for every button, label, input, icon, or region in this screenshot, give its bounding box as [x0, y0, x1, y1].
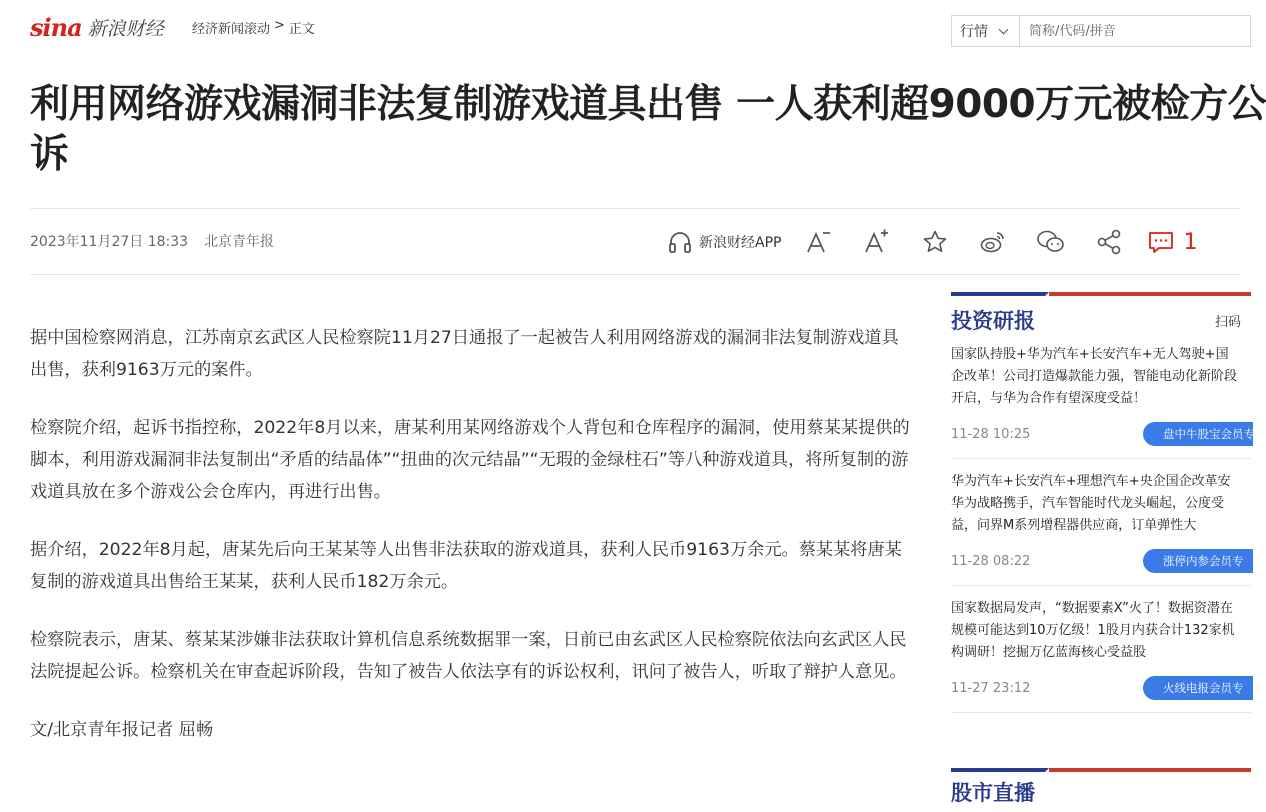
search-input[interactable] [1020, 16, 1240, 46]
share-wechat-button[interactable] [1035, 225, 1067, 259]
sina-logo-text: sina [30, 12, 82, 42]
share-weibo-button[interactable] [977, 225, 1009, 259]
comment-count: 1 [1183, 229, 1198, 255]
scan-code-link[interactable]: 扫码 [1214, 314, 1241, 330]
chevron-down-icon [999, 24, 1009, 34]
brand-name: 新浪财经 [87, 17, 164, 40]
article-paragraph: 检察院介绍，起诉书指控称，2022年8月以来，唐某利用某网络游戏个人背包和仓库程序的漏洞，使用蔡某某提供的脚本，利用游戏漏洞非法复制出“矛盾的结晶体”“扭曲的次元结晶”“无瑕的金绿柱石”等八种游戏道具，将所复制的游戏道具放在多个游戏公会仓库内，再进行出售。 [30, 418, 910, 502]
research-item[interactable] [951, 598, 1251, 713]
article-toolbar [667, 225, 1197, 259]
article-body [30, 322, 910, 772]
sidebar-title: 股市直播 [951, 781, 1035, 805]
quote-search [951, 15, 1251, 47]
article-paragraph: 检察院表示，唐某、蔡某某涉嫌非法获取计算机信息系统数据罪一案，日前已由玄武区人民检察院依法向玄武区人民法院提起公诉。检察机关在审查起诉阶段，告知了被告人依法享有的诉讼权利，讯问了被告人，听取了辩护人意见。 [30, 630, 907, 682]
font-increase-icon [863, 228, 891, 256]
app-label: 新浪财经APP [699, 235, 782, 251]
favorite-button[interactable] [919, 225, 951, 259]
sidebar-research [951, 292, 1255, 725]
font-decrease-icon [805, 228, 833, 256]
app-download-link[interactable] [667, 225, 781, 259]
sidebar-header [951, 772, 1251, 812]
member-tag-button[interactable]: 涨停内参会员专 [1143, 549, 1253, 573]
headphones-icon [667, 229, 693, 255]
research-item[interactable] [951, 344, 1255, 459]
research-text[interactable]: 华为汽车+长安汽车+理想汽车+央企国企改革安华为战略携手，汽车智能时代龙头崛起，公度受益，问界M系列增程器供应商，订单弹性大 [951, 474, 1231, 533]
divider [30, 208, 1240, 209]
research-time: 11-28 08:22 [951, 553, 1031, 569]
share-button[interactable] [1093, 225, 1125, 259]
top-header [0, 0, 1240, 56]
publish-date: 2023年11月27日 18:33 [30, 234, 189, 250]
section-bar [951, 292, 1251, 296]
divider [30, 274, 1240, 275]
article-byline: 文/北京青年报记者 屈畅 [30, 720, 214, 740]
sidebar-live [951, 768, 1251, 812]
research-time: 11-28 10:25 [951, 426, 1031, 442]
research-item[interactable] [951, 471, 1251, 586]
article-meta [30, 231, 274, 251]
sina-finance-logo[interactable] [30, 10, 164, 44]
breadcrumb-link-news[interactable]: 经济新闻滚动 [192, 22, 271, 37]
article-title-line-1: 利用网络游戏漏洞非法复制游戏道具出售 一人获利超9000万元被检方公 [30, 82, 1266, 127]
article-source[interactable]: 北京青年报 [204, 234, 275, 250]
breadcrumb-current: 正文 [288, 22, 315, 37]
share-icon [1095, 228, 1123, 256]
font-decrease-button[interactable] [803, 225, 835, 259]
breadcrumb-separator: > [274, 18, 285, 33]
article-title-line-2: 诉 [30, 132, 69, 177]
breadcrumb [192, 18, 315, 37]
search-type-value: 行情 [960, 24, 988, 40]
wechat-icon [1036, 229, 1066, 255]
sidebar-header [951, 296, 1251, 344]
comment-icon [1147, 228, 1175, 256]
sidebar-title: 投资研报 [951, 309, 1035, 333]
research-time: 11-27 23:12 [951, 680, 1031, 696]
section-bar [951, 768, 1251, 772]
search-type-select[interactable] [952, 16, 1020, 46]
research-text[interactable]: 国家数据局发声，“数据要素X”火了！数据资潜在规模可能达到10万亿级！1股月内获合计132家机构调研！挖掘万亿蓝海核心受益股 [951, 601, 1235, 660]
comment-button[interactable] [1147, 225, 1197, 259]
article-paragraph: 据介绍，2022年8月起，唐某先后向王某某等人出售非法获取的游戏道具，获利人民币9163万余元。蔡某某将唐某复制的游戏道具出售给王某某，获利人民币182万余元。 [30, 540, 902, 592]
member-tag-button[interactable]: 盘中牛股宝会员专 [1143, 422, 1253, 446]
font-increase-button[interactable] [861, 225, 893, 259]
member-tag-button[interactable]: 火线电报会员专 [1143, 676, 1253, 700]
weibo-icon [979, 229, 1007, 255]
star-icon [922, 229, 948, 255]
article-paragraph: 据中国检察网消息，江苏南京玄武区人民检察院11月27日通报了一起被告人利用网络游戏的漏洞非法复制游戏道具出售，获利9163万元的案件。 [30, 328, 899, 380]
research-text[interactable]: 国家队持股+华为汽车+长安汽车+无人驾驶+国企改革！公司打造爆款能力强，智能电动化新阶段开启，与华为合作有望深度受益！ [951, 347, 1238, 406]
